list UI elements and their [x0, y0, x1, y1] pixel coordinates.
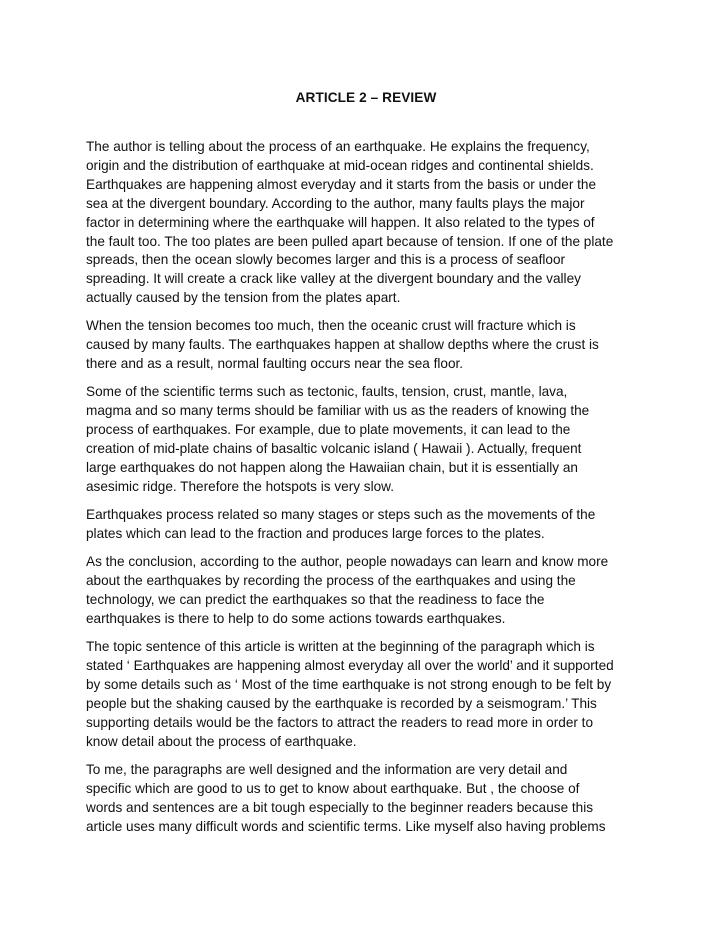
paragraph-line: supporting details would be the factors to attract the readers to read more in order to: [86, 714, 594, 730]
paragraph-line: words and sentences are a bit tough especially to the beginner readers because this: [86, 799, 594, 815]
paragraph-line: earthquakes is there to help to do some actions towards earthquakes.: [86, 611, 506, 627]
article-title: ARTICLE 2 – REVIEW: [295, 90, 437, 105]
paragraph: [86, 317, 646, 374]
paragraph-line: about the earthquakes by recording the process of the earthquakes and using the: [86, 573, 576, 589]
paragraph-line: actually caused by the tension from the plates apart.: [86, 290, 401, 306]
paragraph-line: large earthquakes do not happen along the Hawaiian chain, but it is essentially an: [86, 460, 578, 476]
paragraph: [86, 138, 646, 308]
paragraph-line: The topic sentence of this article is written at the beginning of the paragraph which is: [86, 639, 595, 655]
paragraph: [86, 638, 646, 751]
paragraph-line: Earthquakes are happening almost everyday and it starts from the basis or under the: [86, 176, 597, 192]
paragraph-line: specific which are good to us to get to know about earthquake. But , the choose of: [86, 780, 580, 796]
paragraph-line: by some details such as ‘ Most of the time earthquake is not strong enough to be felt by: [86, 677, 612, 693]
paragraph-line: To me, the paragraphs are well designed and the information are very detail and: [86, 761, 568, 777]
paragraph-line: process of earthquakes. For example, due to plate movements, it can lead to the: [86, 422, 571, 438]
paragraph-line: asesimic ridge. Therefore the hotspots is very slow.: [86, 479, 395, 494]
paragraph-line: As the conclusion, according to the author, people nowadays can learn and know more: [86, 554, 609, 570]
paragraph-line: know detail about the process of earthquake.: [86, 733, 357, 749]
article-body: [86, 138, 646, 837]
paragraph-line: people but the shaking caused by the earthquake is recorded by a seismogram.’ This: [86, 695, 597, 711]
paragraph-line: there and as a result, normal faulting occurs near the sea floor.: [86, 356, 464, 372]
paragraph-line: spreading. It will create a crack like valley at the divergent boundary and the valley: [86, 271, 581, 287]
paragraph-line: sea at the divergent boundary. According to the author, many faults plays the major: [86, 195, 585, 211]
paragraph-line: Some of the scientific terms such as tectonic, faults, tension, crust, mantle, lava,: [86, 384, 568, 400]
paragraph: [86, 553, 646, 629]
paragraph-line: Earthquakes process related so many stages or steps such as the movements of the: [86, 507, 596, 523]
paragraph-line: stated ‘ Earthquakes are happening almost everyday all over the world’ and it supported: [86, 658, 614, 674]
paragraph-line: When the tension becomes too much, then the oceanic crust will fracture which is: [86, 318, 576, 334]
paragraph-line: plates which can lead to the fraction and produces large forces to the plates.: [86, 526, 545, 542]
paragraph: [86, 506, 646, 544]
paragraph: [86, 761, 646, 837]
paragraph-line: caused by many faults. The earthquakes happen at shallow depths where the crust is: [86, 337, 599, 353]
paragraph-line: The author is telling about the process of an earthquake. He explains the frequency,: [86, 139, 590, 154]
document-page: [86, 0, 646, 846]
paragraph-line: technology, we can predict the earthquakes so that the readiness to face the: [86, 592, 545, 608]
paragraph: [86, 383, 646, 496]
paragraph-line: creation of mid-plate chains of basaltic volcanic island ( Hawaii ). Actually, frequent: [86, 441, 582, 457]
paragraph-line: spreads, then the ocean slowly becomes larger and this is a process of seafloor: [86, 252, 566, 268]
paragraph-line: factor in determining where the earthquake will happen. It also related to the types of: [86, 214, 595, 230]
paragraph-line: magma and so many terms should be familiar with us as the readers of knowing the: [86, 403, 590, 419]
paragraph-line: article uses many difficult words and scientific terms. Like myself also having problems: [86, 818, 606, 834]
paragraph-line: origin and the distribution of earthquake at mid-ocean ridges and continental shields.: [86, 157, 594, 173]
paragraph-line: the fault too. The too plates are been pulled apart because of tension. If one of the plate: [86, 233, 614, 249]
